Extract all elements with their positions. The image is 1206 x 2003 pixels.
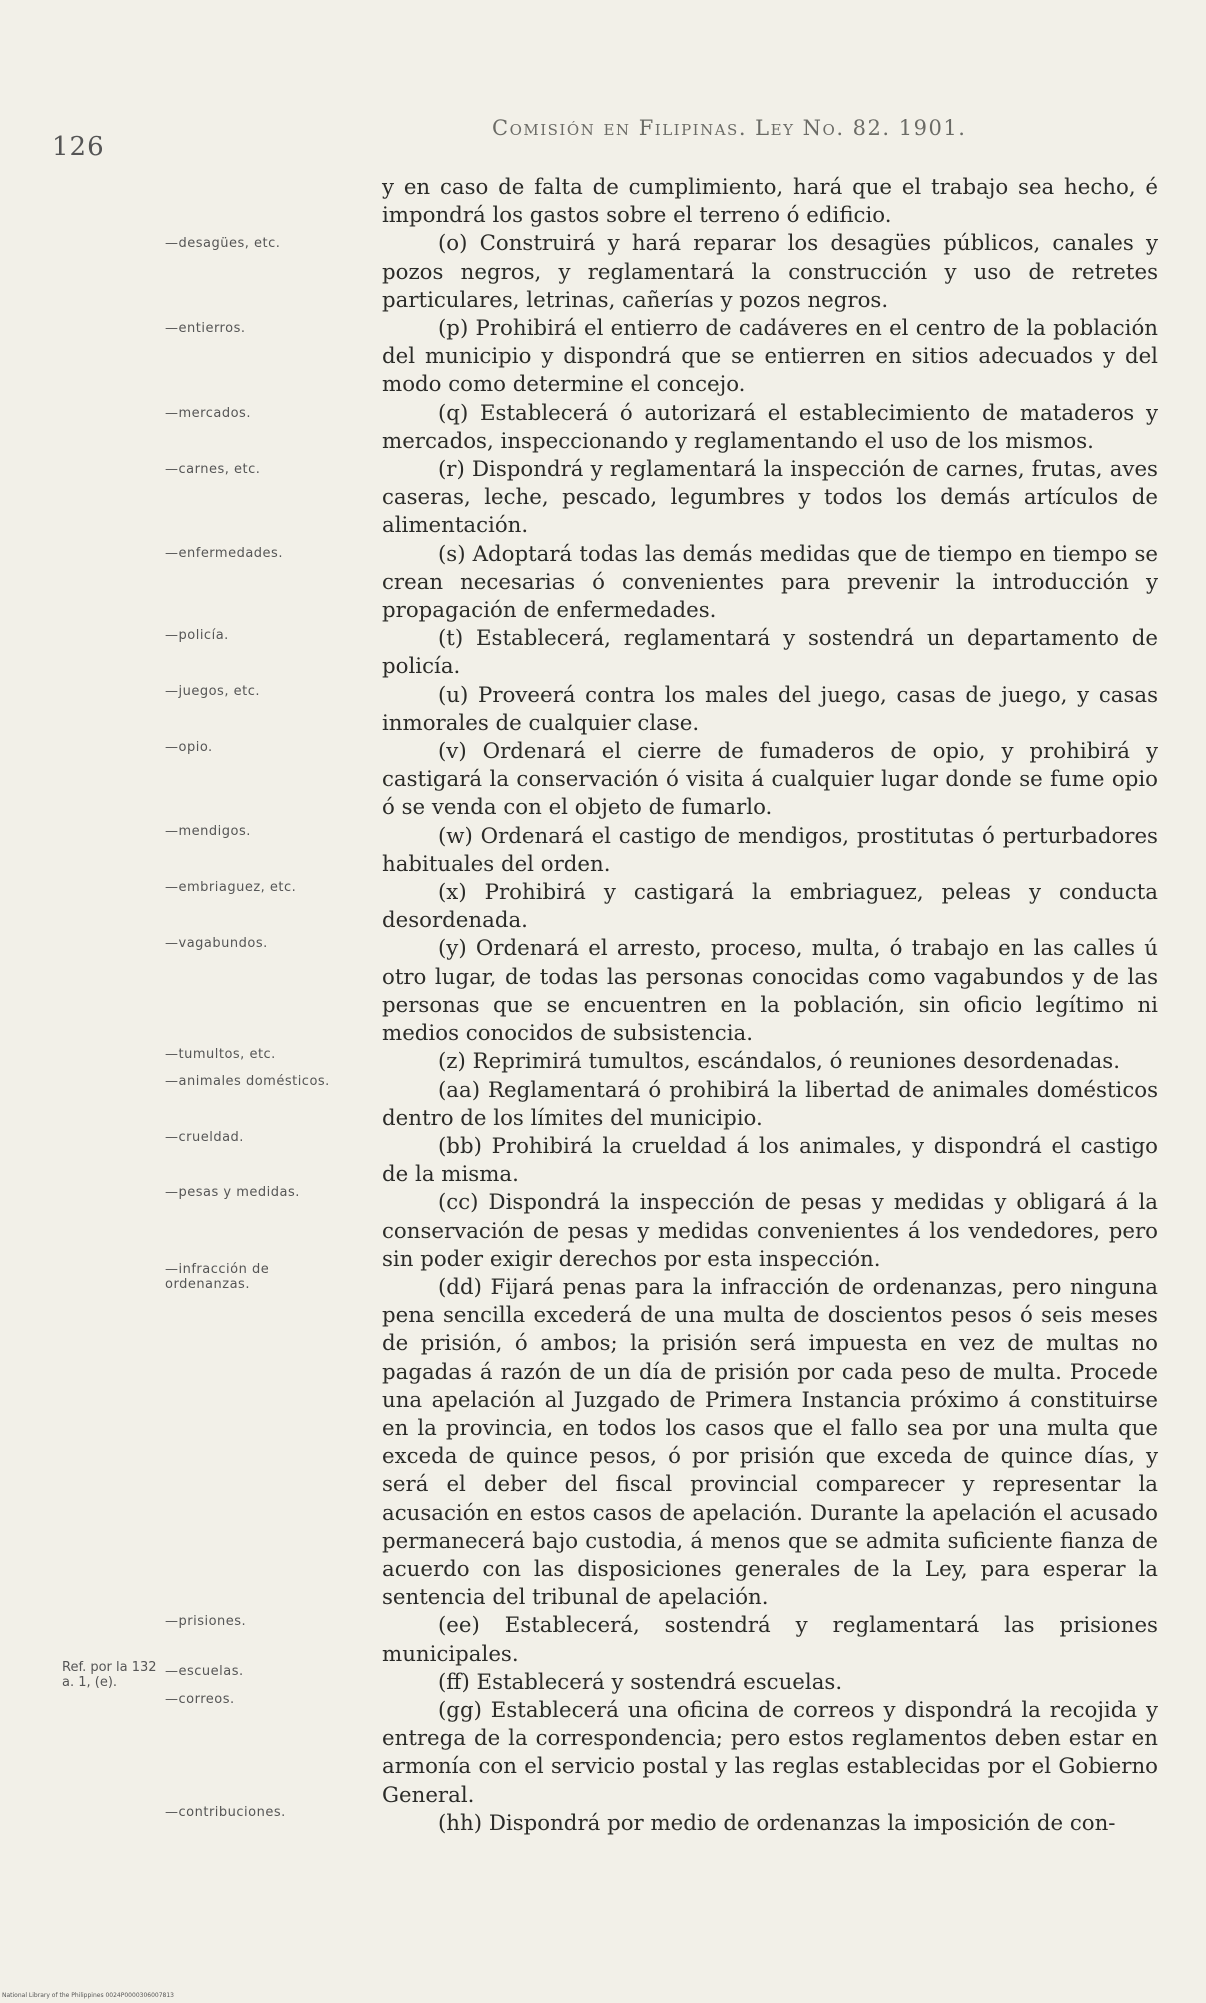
paragraph-bb: (bb) Prohibirá la crueldad á los animales, y dispondrá el castigo de la misma.	[382, 1133, 1158, 1188]
scan-footer: National Library of the Philippines 0024P0000306007813	[2, 1992, 174, 1999]
margin-note-mendigos: —mendigos.	[165, 824, 251, 839]
paragraph-q: (q) Establecerá ó autorizará el establecimiento de mataderos y mercados, inspeccionando y reglamentando el uso de los mismos.	[382, 400, 1158, 454]
paragraph-w: (w) Ordenará el castigo de mendigos, prostitutas ó perturbadores habituales del orden.	[382, 823, 1158, 877]
paragraph-y: (y) Ordenará el arresto, proceso, multa, ó trabajo en las calles ú otro lugar, de todas las personas conocidas como vagabundos y de las personas que se encuentren en la población, sin oficio legítimo ni medios conocidos de subsistencia.	[382, 936, 1158, 1047]
margin-note-tumultos: —tumultos, etc.	[165, 1047, 276, 1062]
paragraph-p: (p) Prohibirá el entierro de cadáveres en el centro de la población del municipio y dispondrá que se entierren en sitios adecuados y del modo como determine el concejo.	[382, 316, 1158, 398]
margin-note-pesas: —pesas y medidas.	[165, 1185, 300, 1200]
margin-note-carnes: —carnes, etc.	[165, 462, 261, 477]
paragraph-aa: (aa) Reglamentará ó prohibirá la libertad de animales domésticos dentro de los límites del municipio.	[382, 1077, 1158, 1131]
paragraph-gg: (gg) Establecerá una oficina de correos y dispondrá la recojida y entrega de la correspondencia; pero estos reglamentos deben estar en armonía con el servicio postal y las reglas establecidas por el Gobierno General.	[382, 1697, 1158, 1808]
margin-note-enfermedades: —enfermedades.	[165, 546, 283, 561]
paragraph-z: (z) Reprimirá tumultos, escándalos, ó reuniones desordenadas.	[438, 1049, 1120, 1075]
paragraph-r: (r) Dispondrá y reglamentará la inspección de carnes, frutas, aves caseras, leche, pescado, legumbres y todos los demás artículos de alimentación.	[382, 457, 1158, 539]
paragraph-s: (s) Adoptará todas las demás medidas que de tiempo en tiempo se crean necesarias ó convenientes para prevenir la introducción y propagación de enfermedades.	[382, 541, 1158, 624]
cross-reference-note: Ref. por la 132 a. 1, (e).	[62, 1660, 157, 1690]
margin-note-policia: —policía.	[165, 628, 229, 643]
margin-note-contribuciones: —contribuciones.	[165, 1805, 286, 1820]
paragraph-dd: (dd) Fijará penas para la infracción de ordenanzas, pero ninguna pena sencilla excederá de una multa de doscientos pesos ó seis meses de prisión, ó ambos; la prisión será impuesta en vez de multas no pagadas á razón de un día de prisión por cada peso de multa. Procede una apelación al Juzgado de Primera Instancia próximo á constituirse en la provincia, en todos los casos que el fallo sea por una multa que exceda de quince pesos, ó por prisión que exceda de quince días, y será el deber del fiscal provincial comparecer y representar la acusación en estos casos de apelación. Durante la apelación el acusado permanecerá bajo custodia, á menos que se admita suficiente fianza de acuerdo con las disposiciones generales de la Ley, para esperar la sentencia del tribunal de apelación.	[382, 1274, 1158, 1611]
margin-note-juegos: —juegos, etc.	[165, 684, 260, 699]
margin-note-crueldad: —crueldad.	[165, 1130, 244, 1145]
running-head: Comisión en Filipinas. Ley No. 82. 1901.	[492, 116, 967, 140]
margin-note-embriaguez: —embriaguez, etc.	[165, 880, 297, 895]
margin-note-entierros: —entierros.	[165, 321, 246, 336]
paragraph-cc: (cc) Dispondrá la inspección de pesas y medidas y obligará á la conservación de pesas y medidas convenientes á los vendedores, pero sin poder exigir derechos por esta inspección.	[382, 1190, 1158, 1272]
paragraph-o: (o) Construirá y hará reparar los desagües públicos, canales y pozos negros, y reglamentará la construcción y uso de retretes particulares, letrinas, cañerías y pozos negros.	[382, 231, 1158, 313]
margin-note-desagues: —desagües, etc.	[165, 236, 281, 251]
paragraph-hh: (hh) Dispondrá por medio de ordenanzas la imposición de con-	[438, 1810, 1116, 1836]
paragraph-intro: y en caso de falta de cumplimiento, hará que el trabajo sea hecho, é impondrá los gastos sobre el terreno ó edificio.	[382, 175, 1158, 229]
paragraph-v: (v) Ordenará el cierre de fumaderos de opio, y prohibirá y castigará la conservación ó visita á cualquier lugar donde se fume opio ó se venda con el objeto de fumarlo.	[382, 739, 1158, 821]
margin-note-animales: —animales domésticos.	[165, 1074, 330, 1089]
margin-note-escuelas: —escuelas.	[165, 1664, 244, 1679]
paragraph-u: (u) Proveerá contra los males del juego, casas de juego, y casas inmorales de cualquier clase.	[382, 682, 1158, 736]
margin-note-correos: —correos.	[165, 1692, 235, 1707]
paragraph-t: (t) Establecerá, reglamentará y sostendrá un departamento de policía.	[382, 626, 1158, 680]
page-number: 126	[52, 132, 105, 162]
margin-note-prisiones: —prisiones.	[165, 1614, 247, 1629]
body-text	[382, 174, 1158, 1838]
paragraph-ee: (ee) Establecerá, sostendrá y reglamentará las prisiones municipales.	[382, 1613, 1158, 1667]
margin-note-opio: —opio.	[165, 740, 213, 755]
margin-note-infraccion: —infracción de ordenanzas.	[165, 1262, 270, 1292]
paragraph-ff: (ff) Establecerá y sostendrá escuelas.	[438, 1669, 843, 1695]
paragraph-x: (x) Prohibirá y castigará la embriaguez, peleas y conducta desordenada.	[382, 880, 1158, 934]
margin-note-mercados: —mercados.	[165, 406, 251, 421]
margin-note-vagabundos: —vagabundos.	[165, 936, 268, 951]
